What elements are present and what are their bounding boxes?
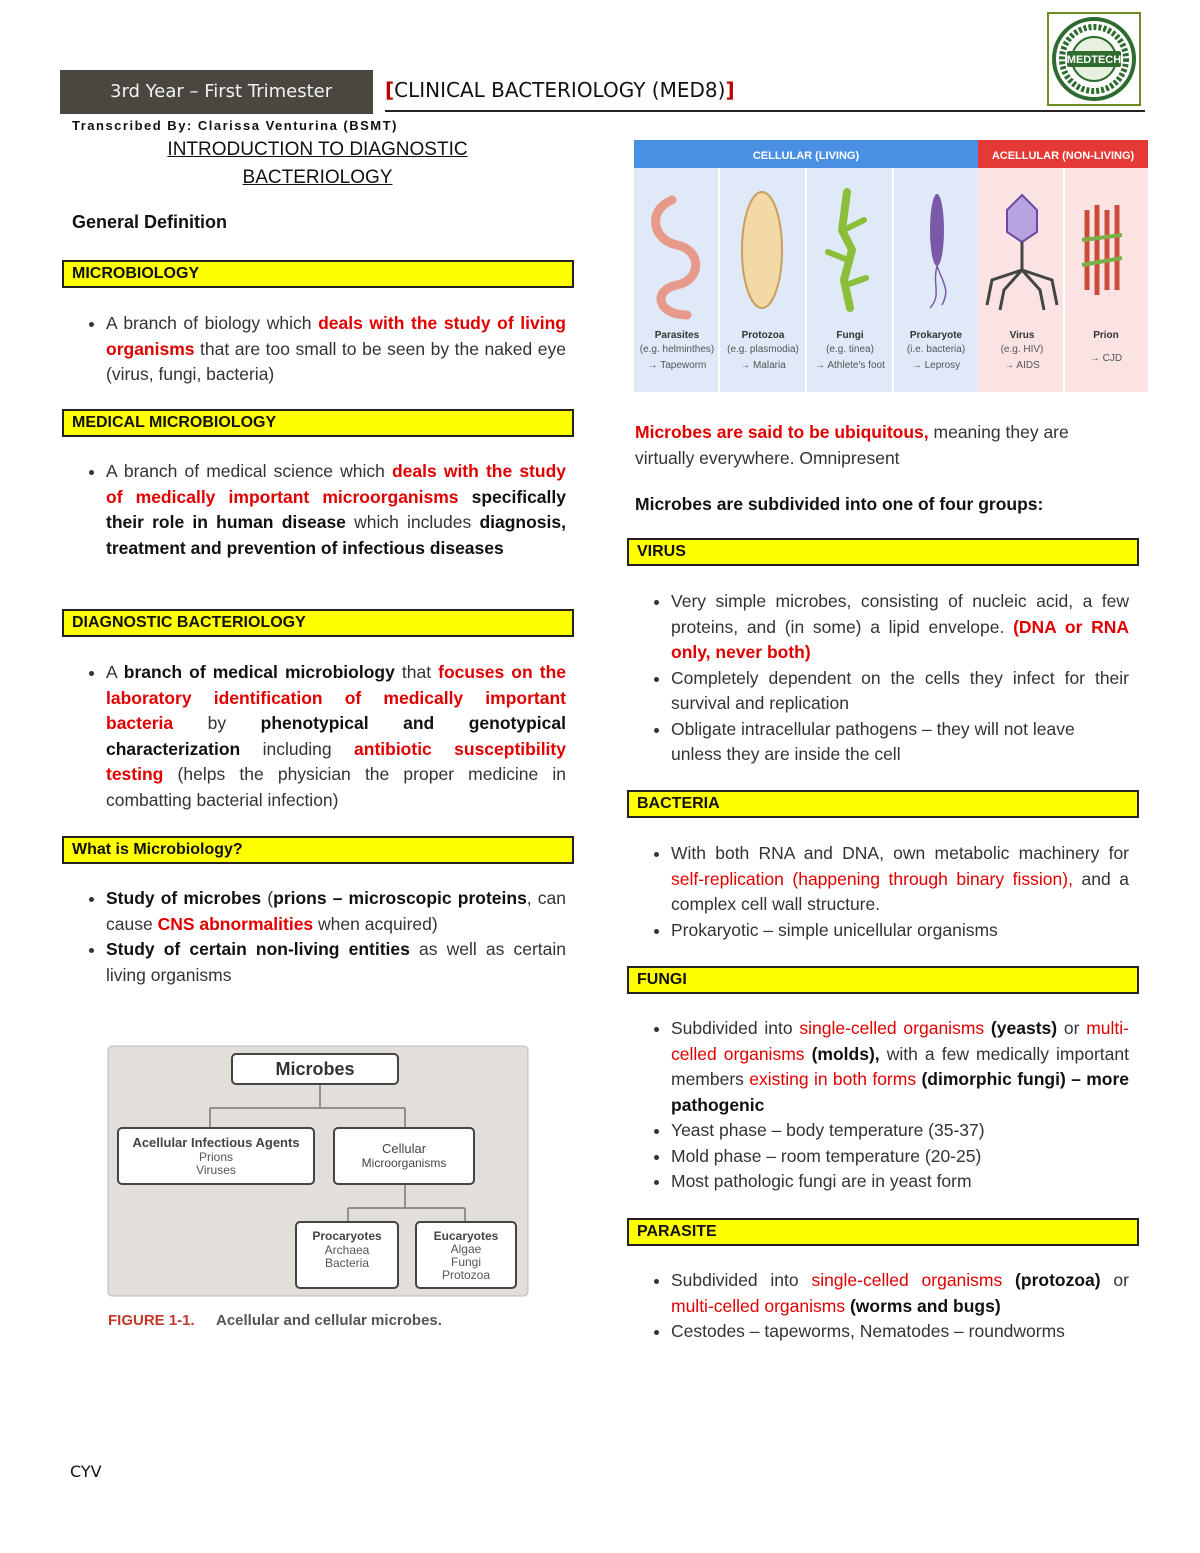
list-item: • Cestodes – tapeworms, Nematodes – roundworms [671,1319,1129,1345]
list-item: • A branch of medical science which deals with the study of medically important microorganisms specifically their role in human disease which includes diagnosis, treatment and prevention of infectious diseases [106,459,566,561]
svg-text:MEDTECH: MEDTECH [1066,54,1122,66]
list-item: • Subdivided into single-celled organisms (yeasts) or multi-celled organisms (molds), with a few medically important members existing in both forms (dimorphic fungi) – more pathogenic [671,1016,1129,1118]
cellular-label: Cellular [381,1141,427,1156]
organism-name: Protozoa [741,330,785,341]
organism-disease: → Tapeworm [647,360,707,371]
list-item: • Subdivided into single-celled organisms (protozoa) or multi-celled organisms (worms and bugs) [671,1268,1129,1319]
page-title: INTRODUCTION TO DIAGNOSTIC BACTERIOLOGY [167,139,468,188]
microbes-figure [100,1036,540,1336]
organism-disease: → AIDS [1004,360,1040,371]
organism-example-type: (e.g. tinea) [826,344,874,355]
list-item: • Mold phase – room temperature (20-25) [671,1144,1129,1170]
transcriber-credit: Transcribed By: Clarissa Venturina (BSMT) [72,118,398,133]
ubiquitous-paragraph: Microbes are said to be ubiquitous, meaning they are virtually everywhere. Omnipresent [635,422,1069,468]
groups-heading: Microbes are subdivided into one of four groups: [635,494,1044,514]
list-item: • Obligate intracellular pathogens – they will not leave unless they are inside the cell [671,717,1129,768]
organism-disease: → Leprosy [911,360,961,371]
protozoa-label: Protozoa [441,1268,491,1282]
bacteria-label: Bacteria [324,1256,370,1270]
list-item: • Yeast phase – body temperature (35-37) [671,1118,1129,1144]
fungi-label: Fungi [450,1255,482,1269]
organism-disease: → CJD [1089,353,1123,364]
archaea-label: Archaea [324,1243,370,1257]
eucaryotes-label: Eucaryotes [433,1229,499,1243]
algae-label: Algae [450,1242,482,1256]
prions-label: Prions [198,1150,234,1164]
viruses-label: Viruses [196,1163,236,1177]
organism-example-type: (e.g. HIV) [1000,344,1044,355]
list-item: • Prokaryotic – simple unicellular organisms [671,918,1129,944]
medical-microbiology-list [60,459,566,561]
cellular-acellular-panel [632,140,1148,392]
figure-number: FIGURE 1-1. [108,1312,195,1329]
organism-example-type: (e.g. plasmodia) [727,344,799,355]
organism-disease: → Malaria [740,360,786,371]
section-heading-bacteria: BACTERIA [627,790,1139,818]
organism-name: Virus [1009,330,1035,341]
diagnostic-bacteriology-list [60,660,566,813]
list-item: • Study of microbes (prions – microscopic proteins, can cause CNS abnormalities when acquired) [106,886,566,937]
list-item: • A branch of medical microbiology that focuses on the laboratory identification of medically important bacteria by phenotypical and genotypical characterization including antibiotic susceptibility testing (helps the physician the proper medicine in combatting bacterial infection) [106,660,566,813]
microbiology-list [60,311,566,388]
organism-example-type: (e.g. helminthes) [639,344,715,355]
organism-name: Prion [1093,330,1119,341]
fungi-list [625,1016,1129,1195]
header-divider [385,110,1145,112]
microbes-label: Microbes [275,1059,355,1079]
general-definition-heading: General Definition [72,212,228,232]
what-is-microbiology-list [60,886,566,988]
bacteria-list [625,841,1129,943]
list-item: • Completely dependent on the cells they infect for their survival and replication [671,666,1129,717]
section-heading-fungi: FUNGI [627,966,1139,994]
medtech-logo [1047,12,1141,106]
section-heading-microbiology: MICROBIOLOGY [62,260,574,288]
course-title: [CLINICAL BACTERIOLOGY (MED8)] [385,78,735,102]
footer-initials: CYV [70,1462,102,1481]
parasite-list [625,1268,1129,1345]
cellular-header: CELLULAR (LIVING) [752,150,860,162]
list-item: • A branch of biology which deals with the study of living organisms that are too small to be seen by the naked eye (virus, fungi, bacteria) [106,311,566,388]
figure-caption: Acellular and cellular microbes. [216,1312,442,1329]
section-heading-parasite: PARASITE [627,1218,1139,1246]
acellular-label: Acellular Infectious Agents [132,1135,300,1150]
plasmodium-icon [742,192,782,308]
organism-example-type: (i.e. bacteria) [906,344,966,355]
medtech-seal-icon [1049,14,1139,104]
organism-name: Fungi [836,330,864,341]
microorganisms-label: Microorganisms [361,1156,447,1170]
list-item: • Very simple microbes, consisting of nucleic acid, a few proteins, and (in some) a lipid envelope. (DNA or RNA only, never both) [671,589,1129,666]
bacterium-icon [930,194,944,266]
section-heading-medical-microbiology: MEDICAL MICROBIOLOGY [62,409,574,437]
trimester-label: 3rd Year – First Trimester [60,70,373,114]
procaryotes-label: Procaryotes [312,1229,382,1243]
list-item: • Study of certain non-living entities as well as certain living organisms [106,937,566,988]
section-heading-diagnostic-bacteriology: DIAGNOSTIC BACTERIOLOGY [62,609,574,637]
acellular-header: ACELLULAR (NON-LIVING) [991,150,1135,162]
list-item: • With both RNA and DNA, own metabolic machinery for self-replication (happening through binary fission), and a complex cell wall structure. [671,841,1129,918]
organism-name: Prokaryote [909,330,963,341]
section-heading-virus: VIRUS [627,538,1139,566]
organism-disease: → Athlete's foot [815,360,885,371]
organism-name: Parasites [654,330,700,341]
virus-list [625,589,1129,768]
section-heading-what-is-microbiology: What is Microbiology? [62,836,574,864]
list-item: • Most pathologic fungi are in yeast form [671,1169,1129,1195]
